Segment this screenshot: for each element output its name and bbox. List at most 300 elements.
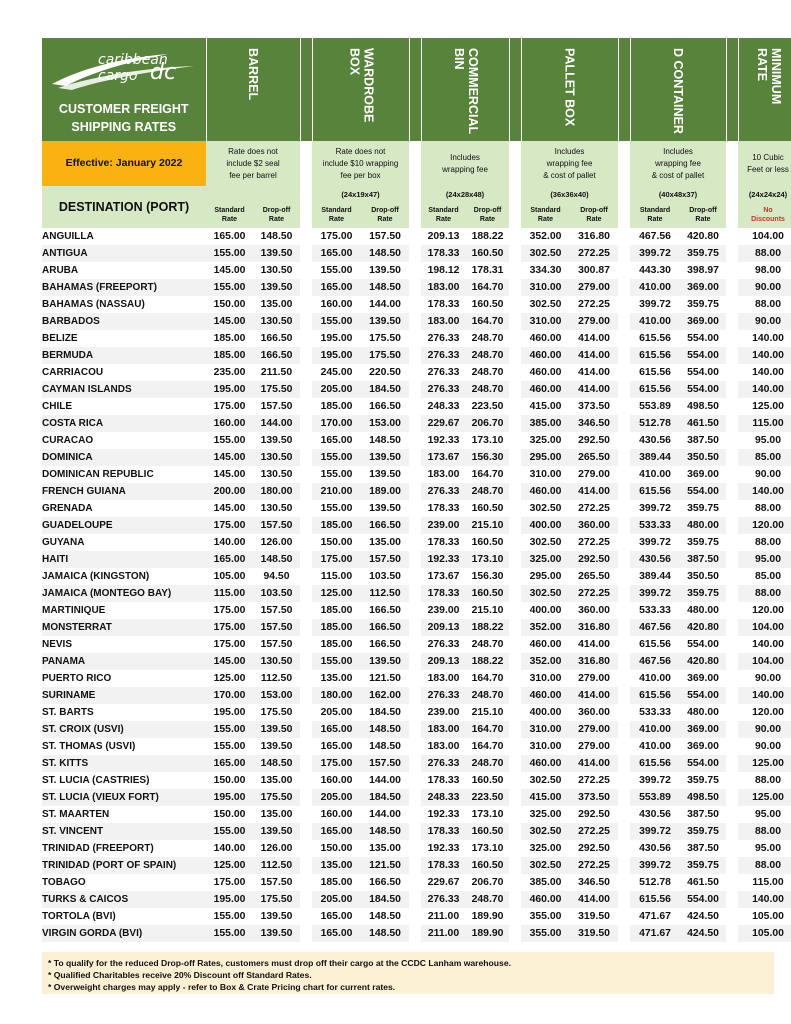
- standard-rate-cell: 155.00: [213, 911, 246, 922]
- dropoff-rate-cell: 272.25: [570, 585, 618, 602]
- standard-rate-cell: 155.00: [206, 925, 253, 942]
- dropoff-rate-label: Drop-off Rate: [361, 202, 409, 228]
- dropoff-rate-cell: 359.75: [687, 503, 719, 514]
- standard-rate-cell: 209.13: [421, 653, 466, 670]
- dropoff-rate-cell: 139.50: [253, 823, 300, 840]
- dropoff-rate-cell: 173.10: [471, 809, 504, 820]
- dropoff-rate-cell: 223.50: [471, 401, 504, 412]
- column-divider: [726, 38, 738, 141]
- dropoff-rate-cell: 160.50: [471, 775, 504, 786]
- dropoff-rate-cell: 189.90: [466, 925, 509, 942]
- standard-rate-cell: 615.56: [639, 639, 671, 650]
- dropoff-rate-cell: 346.50: [570, 415, 618, 432]
- standard-rate-cell: 399.72: [639, 775, 671, 786]
- standard-rate-cell: 178.33: [421, 823, 466, 840]
- dropoff-rate-cell: 139.50: [361, 313, 409, 330]
- dropoff-rate-cell: 139.50: [369, 469, 401, 480]
- standard-rate-cell: 165.00: [206, 755, 253, 772]
- minimum-rate-cell: 115.00: [752, 877, 784, 888]
- standard-rate-cell: 195.00: [206, 891, 253, 908]
- dropoff-rate-cell: 292.50: [570, 551, 618, 568]
- dropoff-rate-cell: 420.80: [680, 619, 726, 636]
- standard-rate-cell: 205.00: [312, 891, 361, 908]
- standard-rate-cell: 175.00: [213, 605, 246, 616]
- dropoff-rate-cell: 215.10: [466, 517, 509, 534]
- standard-rate-cell: 334.30: [529, 265, 562, 276]
- standard-rate-cell: 460.00: [529, 333, 562, 344]
- standard-rate-label: Standard Rate: [312, 202, 361, 228]
- size-pallet-box: (36x36x40): [521, 186, 618, 202]
- dropoff-rate-cell: 166.50: [369, 605, 401, 616]
- dropoff-rate-cell: 272.25: [578, 299, 610, 310]
- column-divider: [509, 38, 521, 141]
- standard-rate-cell: 150.00: [213, 809, 246, 820]
- dropoff-rate-cell: 144.00: [253, 415, 300, 432]
- destination-name: CURACAO: [42, 435, 94, 446]
- standard-rate-cell: 145.00: [213, 503, 246, 514]
- standard-rate-cell: 155.00: [312, 313, 361, 330]
- standard-rate-cell: 399.72: [630, 823, 680, 840]
- standard-rate-cell: 185.00: [312, 619, 361, 636]
- dropoff-rate-cell: 554.00: [680, 891, 726, 908]
- dropoff-rate-cell: 160.50: [471, 299, 504, 310]
- standard-rate-cell: 471.67: [630, 925, 680, 942]
- note-minimum-rate: 10 Cubic Feet or less: [738, 141, 791, 186]
- standard-rate-cell: 178.33: [427, 775, 460, 786]
- dropoff-rate-cell: 359.75: [680, 245, 726, 262]
- table-row: [42, 262, 791, 279]
- standard-rate-cell: 165.00: [312, 721, 361, 738]
- standard-rate-cell: 533.33: [639, 707, 671, 718]
- standard-rate-cell: 389.44: [630, 449, 680, 466]
- minimum-rate-cell: 140.00: [752, 367, 784, 378]
- dropoff-rate-cell: 316.80: [578, 231, 610, 242]
- dropoff-rate-cell: 166.50: [369, 639, 401, 650]
- dropoff-rate-cell: 292.50: [578, 843, 610, 854]
- minimum-rate-cell: 120.00: [738, 517, 791, 534]
- dropoff-rate-cell: 414.00: [570, 687, 618, 704]
- table-row: [42, 789, 791, 806]
- dropoff-rate-cell: 223.50: [466, 789, 509, 806]
- dropoff-rate-cell: 248.70: [471, 639, 504, 650]
- dropoff-rate-cell: 139.50: [361, 449, 409, 466]
- table-row: [42, 772, 791, 789]
- standard-rate-cell: 155.00: [320, 265, 353, 276]
- dropoff-rate-cell: 346.50: [578, 877, 610, 888]
- standard-rate-cell: 115.00: [320, 571, 353, 582]
- standard-rate-cell: 160.00: [320, 299, 353, 310]
- dropoff-rate-cell: 184.50: [361, 891, 409, 908]
- standard-rate-cell: 185.00: [320, 605, 353, 616]
- size-wardrobe-box: (24x19x47): [312, 186, 409, 202]
- standard-rate-cell: 155.00: [213, 741, 246, 752]
- minimum-rate-cell: 90.00: [738, 279, 791, 296]
- destination-name: ST. CROIX (USVI): [42, 721, 206, 738]
- dropoff-rate-cell: 360.00: [578, 605, 610, 616]
- table-row: [42, 704, 791, 721]
- standard-rate-cell: 198.12: [427, 265, 460, 276]
- standard-rate-cell: 302.50: [521, 857, 570, 874]
- standard-rate-cell: 239.00: [427, 707, 460, 718]
- table-row: [42, 823, 791, 840]
- dropoff-rate-cell: 130.50: [260, 469, 293, 480]
- destination-name: BELIZE: [42, 333, 78, 344]
- dropoff-rate-cell: 300.87: [578, 265, 610, 276]
- dropoff-rate-cell: 173.10: [471, 435, 504, 446]
- standard-rate-cell: 165.00: [312, 823, 361, 840]
- standard-rate-cell: 195.00: [312, 347, 361, 364]
- dropoff-rate-cell: 350.50: [680, 449, 726, 466]
- dropoff-rate-cell: 188.22: [466, 653, 509, 670]
- destination-name: NEVIS: [42, 639, 73, 650]
- dropoff-rate-cell: 175.50: [369, 333, 401, 344]
- dropoff-rate-cell: 139.50: [369, 265, 401, 276]
- standard-rate-cell: 145.00: [213, 469, 246, 480]
- table-row: [42, 602, 791, 619]
- table-row: [42, 874, 791, 891]
- dropoff-rate-cell: 369.00: [680, 279, 726, 296]
- standard-rate-cell: 352.00: [521, 653, 570, 670]
- destination-name: PANAMA: [42, 653, 206, 670]
- dropoff-rate-cell: 480.00: [687, 707, 719, 718]
- size-minimum-rate: (24x24x24): [738, 186, 791, 202]
- standard-rate-cell: 276.33: [427, 367, 460, 378]
- dropoff-rate-cell: 148.50: [253, 755, 300, 772]
- dropoff-rate-cell: 554.00: [680, 347, 726, 364]
- standard-rate-cell: 295.00: [529, 571, 562, 582]
- table-row: [42, 551, 791, 568]
- destination-name: JAMAICA (MONTEGO BAY): [42, 585, 206, 602]
- column-divider: [300, 38, 312, 141]
- standard-rate-cell: 399.72: [630, 585, 680, 602]
- standard-rate-cell: 615.56: [630, 381, 680, 398]
- minimum-rate-cell: 140.00: [738, 687, 791, 704]
- standard-rate-cell: 410.00: [639, 741, 671, 752]
- standard-rate-cell: 325.00: [529, 435, 562, 446]
- dropoff-rate-cell: 398.97: [687, 265, 719, 276]
- dropoff-rate-cell: 130.50: [260, 503, 293, 514]
- standard-rate-cell: 302.50: [529, 537, 562, 548]
- dropoff-rate-cell: 414.00: [570, 891, 618, 908]
- standard-rate-cell: 165.00: [320, 911, 353, 922]
- dropoff-rate-cell: 157.50: [260, 639, 293, 650]
- standard-rate-cell: 115.00: [206, 585, 253, 602]
- standard-rate-cell: 389.44: [639, 571, 671, 582]
- dropoff-rate-cell: 420.80: [680, 653, 726, 670]
- dropoff-rate-cell: 206.70: [471, 877, 504, 888]
- dropoff-rate-cell: 248.70: [471, 367, 504, 378]
- standard-rate-cell: 150.00: [213, 775, 246, 786]
- dropoff-rate-label: Drop-off Rate: [570, 202, 618, 228]
- dropoff-rate-cell: 279.00: [570, 721, 618, 738]
- dropoff-rate-cell: 164.70: [466, 721, 509, 738]
- dropoff-rate-cell: 215.10: [471, 605, 504, 616]
- minimum-rate-cell: 140.00: [738, 891, 791, 908]
- dropoff-rate-cell: 139.50: [369, 503, 401, 514]
- table-row: [42, 891, 791, 908]
- standard-rate-label: Standard Rate: [521, 202, 570, 228]
- footnote: * Overweight charges may apply - refer to Box & Crate Pricing chart for current rates.: [48, 982, 396, 992]
- standard-rate-cell: 145.00: [206, 313, 253, 330]
- dropoff-rate-cell: 359.75: [680, 585, 726, 602]
- standard-rate-cell: 615.56: [630, 891, 680, 908]
- standard-rate-cell: 209.13: [427, 231, 460, 242]
- standard-rate-cell: 410.00: [639, 673, 671, 684]
- minimum-rate-cell: 88.00: [754, 537, 781, 548]
- dropoff-rate-cell: 148.50: [369, 911, 401, 922]
- standard-rate-cell: 310.00: [521, 313, 570, 330]
- standard-rate-cell: 209.13: [421, 619, 466, 636]
- standard-rate-cell: 533.33: [630, 517, 680, 534]
- standard-rate-cell: 385.00: [529, 877, 562, 888]
- standard-rate-cell: 185.00: [213, 333, 246, 344]
- standard-rate-cell: 460.00: [521, 891, 570, 908]
- dropoff-rate-cell: 248.70: [466, 483, 509, 500]
- standard-rate-cell: 183.00: [427, 673, 460, 684]
- dropoff-rate-cell: 153.00: [253, 687, 300, 704]
- dropoff-rate-cell: 272.25: [570, 823, 618, 840]
- dropoff-rate-cell: 279.00: [570, 313, 618, 330]
- dropoff-rate-cell: 121.50: [369, 673, 401, 684]
- footnotes: [42, 952, 774, 994]
- dropoff-rate-cell: 164.70: [471, 469, 504, 480]
- dropoff-rate-cell: 157.50: [369, 231, 401, 242]
- table-row: [42, 925, 791, 942]
- standard-rate-cell: 155.00: [206, 279, 253, 296]
- destination-name: TRINIDAD (FREEPORT): [42, 843, 154, 854]
- standard-rate-cell: 155.00: [206, 823, 253, 840]
- standard-rate-cell: 155.00: [206, 721, 253, 738]
- standard-rate-cell: 399.72: [639, 299, 671, 310]
- standard-rate-cell: 302.50: [529, 503, 562, 514]
- dropoff-rate-cell: 130.50: [253, 653, 300, 670]
- standard-rate-cell: 211.00: [427, 911, 460, 922]
- dropoff-rate-cell: 157.50: [361, 755, 409, 772]
- dropoff-rate-cell: 130.50: [253, 313, 300, 330]
- destination-name: CHILE: [42, 401, 72, 412]
- standard-rate-cell: 178.33: [421, 857, 466, 874]
- destination-name: HAITI: [42, 551, 206, 568]
- dropoff-rate-cell: 160.50: [466, 245, 509, 262]
- dropoff-rate-cell: 130.50: [253, 449, 300, 466]
- table-row: [42, 585, 791, 602]
- minimum-rate-cell: 105.00: [738, 925, 791, 942]
- standard-rate-cell: 276.33: [427, 333, 460, 344]
- dropoff-rate-cell: 480.00: [680, 517, 726, 534]
- dropoff-rate-cell: 148.50: [369, 435, 401, 446]
- table-row: [42, 415, 791, 432]
- dropoff-rate-cell: 188.22: [471, 231, 504, 242]
- standard-rate-cell: 415.00: [521, 789, 570, 806]
- standard-rate-cell: 175.00: [213, 401, 246, 412]
- dropoff-rate-cell: 554.00: [687, 333, 719, 344]
- standard-rate-cell: 205.00: [320, 707, 353, 718]
- dropoff-rate-cell: 112.50: [361, 585, 409, 602]
- standard-rate-cell: 183.00: [421, 279, 466, 296]
- standard-rate-cell: 295.00: [521, 449, 570, 466]
- dropoff-rate-cell: 112.50: [260, 673, 293, 684]
- dropoff-rate-cell: 103.50: [253, 585, 300, 602]
- dropoff-rate-cell: 160.50: [466, 823, 509, 840]
- dropoff-rate-cell: 178.31: [471, 265, 504, 276]
- dropoff-rate-cell: 160.50: [471, 503, 504, 514]
- minimum-rate-cell: 85.00: [738, 449, 791, 466]
- note-d-container: Includes wrapping fee & cost of pallet: [630, 141, 726, 186]
- destination-name: BAHAMAS (NASSAU): [42, 299, 145, 310]
- dropoff-rate-cell: 157.50: [253, 517, 300, 534]
- dropoff-rate-cell: 135.00: [260, 299, 293, 310]
- dropoff-rate-cell: 272.25: [578, 537, 610, 548]
- standard-rate-cell: 302.50: [521, 823, 570, 840]
- standard-rate-cell: 460.00: [529, 367, 562, 378]
- standard-rate-cell: 125.00: [206, 857, 253, 874]
- dropoff-rate-label: Drop-off Rate: [253, 202, 300, 228]
- standard-rate-cell: 430.56: [630, 551, 680, 568]
- table-row: [42, 381, 791, 398]
- standard-rate-cell: 155.00: [312, 449, 361, 466]
- dropoff-rate-cell: 164.70: [466, 313, 509, 330]
- footnote: * To qualify for the reduced Drop-off Rates, customers must drop off their cargo at the CCDC Lanham warehouse.: [48, 958, 512, 968]
- dropoff-rate-cell: 248.70: [466, 347, 509, 364]
- destination-name: TOBAGO: [42, 877, 86, 888]
- dropoff-rate-cell: 220.50: [369, 367, 401, 378]
- standard-rate-cell: 400.00: [521, 517, 570, 534]
- dropoff-rate-cell: 144.00: [369, 775, 401, 786]
- minimum-rate-cell: 140.00: [738, 347, 791, 364]
- standard-rate-cell: 460.00: [521, 347, 570, 364]
- standard-rate-cell: 460.00: [521, 687, 570, 704]
- dropoff-rate-cell: 248.70: [466, 891, 509, 908]
- dropoff-rate-cell: 130.50: [260, 265, 293, 276]
- destination-name: ST. VINCENT: [42, 823, 206, 840]
- dropoff-rate-cell: 498.50: [687, 401, 719, 412]
- dropoff-rate-cell: 103.50: [369, 571, 401, 582]
- minimum-rate-cell: 98.00: [754, 265, 781, 276]
- standard-rate-cell: 512.78: [630, 415, 680, 432]
- standard-rate-cell: 175.00: [206, 619, 253, 636]
- standard-rate-cell: 195.00: [320, 333, 353, 344]
- dropoff-rate-cell: 166.50: [369, 877, 401, 888]
- dropoff-rate-cell: 272.25: [578, 503, 610, 514]
- standard-rate-cell: 165.00: [213, 231, 246, 242]
- dropoff-rate-cell: 359.75: [680, 857, 726, 874]
- dropoff-rate-cell: 184.50: [361, 381, 409, 398]
- no-discounts-label: No Discounts: [738, 202, 791, 228]
- standard-rate-cell: 150.00: [213, 299, 246, 310]
- dropoff-rate-cell: 189.00: [361, 483, 409, 500]
- minimum-rate-cell: 125.00: [738, 789, 791, 806]
- destination-name: ST. MAARTEN: [42, 809, 110, 820]
- standard-rate-cell: 355.00: [529, 911, 562, 922]
- destination-name: DOMINICA: [42, 449, 206, 466]
- standard-rate-cell: 195.00: [213, 707, 246, 718]
- standard-rate-cell: 471.67: [639, 911, 671, 922]
- dropoff-rate-cell: 144.00: [369, 809, 401, 820]
- table-row: [42, 687, 791, 704]
- dropoff-rate-cell: 248.70: [471, 333, 504, 344]
- dropoff-rate-cell: 156.30: [466, 449, 509, 466]
- dropoff-rate-cell: 156.30: [471, 571, 504, 582]
- standard-rate-cell: 150.00: [320, 843, 353, 854]
- standard-rate-cell: 399.72: [639, 537, 671, 548]
- dropoff-rate-cell: 498.50: [680, 789, 726, 806]
- dropoff-rate-cell: 420.80: [687, 231, 719, 242]
- dropoff-rate-cell: 414.00: [570, 381, 618, 398]
- standard-rate-cell: 430.56: [639, 843, 671, 854]
- dropoff-rate-cell: 139.50: [260, 435, 293, 446]
- standard-rate-cell: 205.00: [312, 789, 361, 806]
- note-commercial-bin: Includes wrapping fee: [421, 141, 509, 186]
- standard-rate-cell: 399.72: [639, 503, 671, 514]
- dropoff-rate-cell: 148.50: [361, 823, 409, 840]
- table-row: [42, 908, 791, 925]
- standard-rate-cell: 352.00: [521, 619, 570, 636]
- dropoff-rate-cell: 157.50: [361, 551, 409, 568]
- dropoff-rate-cell: 139.50: [260, 911, 293, 922]
- dropoff-rate-cell: 480.00: [687, 605, 719, 616]
- dropoff-rate-cell: 248.70: [466, 687, 509, 704]
- table-row: [42, 500, 791, 517]
- standard-rate-cell: 155.00: [213, 435, 246, 446]
- standard-rate-cell: 533.33: [639, 605, 671, 616]
- page-title: CUSTOMER FREIGHT SHIPPING RATES: [58, 102, 189, 134]
- standard-rate-cell: 180.00: [312, 687, 361, 704]
- table-row: [42, 534, 791, 551]
- table-row: [42, 398, 791, 415]
- dropoff-rate-cell: 359.75: [687, 537, 719, 548]
- minimum-rate-cell: 105.00: [752, 911, 784, 922]
- dropoff-rate-cell: 316.80: [570, 653, 618, 670]
- minimum-rate-cell: 140.00: [738, 381, 791, 398]
- dropoff-rate-cell: 319.50: [570, 925, 618, 942]
- standard-rate-cell: 200.00: [206, 483, 253, 500]
- dropoff-rate-cell: 180.00: [253, 483, 300, 500]
- dropoff-rate-cell: 272.25: [570, 857, 618, 874]
- dropoff-rate-cell: 157.50: [260, 401, 293, 412]
- dropoff-rate-label: Drop-off Rate: [466, 202, 509, 228]
- dropoff-rate-cell: 350.50: [687, 571, 719, 582]
- table-row: [42, 857, 791, 874]
- dropoff-rate-cell: 272.25: [570, 245, 618, 262]
- dropoff-rate-cell: 173.10: [466, 551, 509, 568]
- dropoff-rate-cell: 175.50: [253, 381, 300, 398]
- standard-rate-cell: 460.00: [521, 755, 570, 772]
- standard-rate-cell: 239.00: [421, 517, 466, 534]
- table-row: [42, 449, 791, 466]
- destination-name: VIRGIN GORDA (BVI): [42, 925, 206, 942]
- dropoff-rate-cell: 316.80: [570, 619, 618, 636]
- standard-rate-cell: 155.00: [312, 653, 361, 670]
- standard-rate-cell: 352.00: [529, 231, 562, 242]
- standard-rate-cell: 195.00: [206, 381, 253, 398]
- dropoff-rate-cell: 279.00: [570, 279, 618, 296]
- standard-rate-cell: 310.00: [521, 721, 570, 738]
- standard-rate-cell: 183.00: [427, 469, 460, 480]
- standard-rate-label: Standard Rate: [630, 202, 680, 228]
- standard-rate-cell: 192.33: [427, 435, 460, 446]
- standard-rate-cell: 325.00: [529, 809, 562, 820]
- dropoff-rate-cell: 160.50: [471, 537, 504, 548]
- dropoff-rate-cell: 139.50: [253, 245, 300, 262]
- dropoff-rate-cell: 166.50: [369, 401, 401, 412]
- destination-name: PUERTO RICO: [42, 673, 112, 684]
- col-header-wardrobe-box: WARDROBE BOX: [312, 38, 409, 141]
- dropoff-rate-cell: 166.50: [260, 333, 293, 344]
- minimum-rate-cell: 104.00: [738, 619, 791, 636]
- dropoff-rate-cell: 188.22: [466, 619, 509, 636]
- table-row: [42, 330, 791, 347]
- standard-rate-cell: 400.00: [529, 605, 562, 616]
